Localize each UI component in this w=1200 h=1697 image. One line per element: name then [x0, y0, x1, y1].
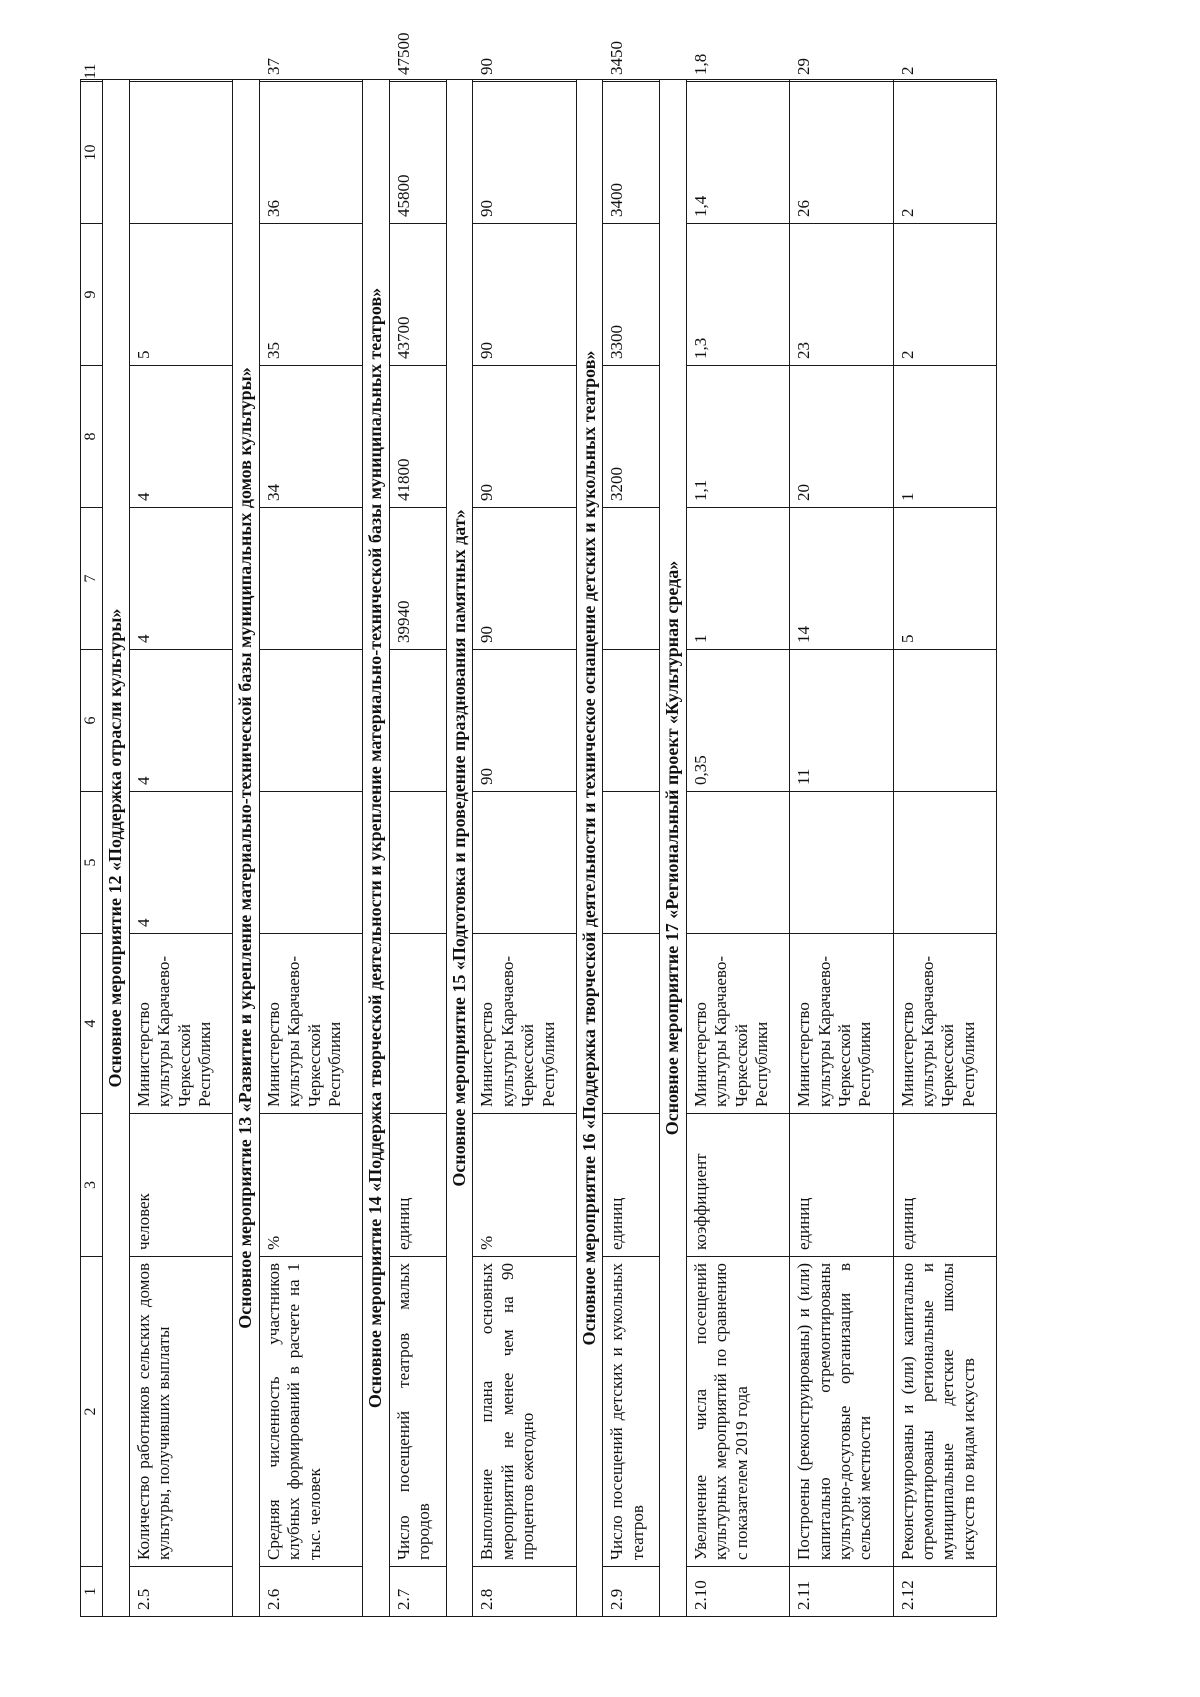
- section-title: Основное мероприятие 15 «Подготовка и проведение празднования памятных дат»: [446, 80, 473, 1617]
- value-col-7: 4: [130, 508, 233, 650]
- section-row: [233, 80, 260, 1617]
- value-col-5: [390, 792, 447, 934]
- unit-of-measure: %: [260, 1114, 363, 1257]
- value-col-9: 1,3: [686, 224, 789, 366]
- section-row: [576, 80, 603, 1617]
- rotated-table-page: [80, 32, 997, 1617]
- table-row: [686, 80, 789, 1617]
- indicator-name: Количество работников сельских домов культуры, получивших выплаты: [130, 1257, 233, 1567]
- section-title: Основное мероприятие 14 «Поддержка творческой деятельности и укрепление материально-технической базы муниципальных театров»: [363, 80, 390, 1617]
- value-col-7: [603, 508, 660, 650]
- header-cell: 10: [81, 82, 103, 224]
- responsible-executor: Министерство культуры Карачаево-Черкесской Республики: [893, 934, 996, 1114]
- value-col-11: 47500: [390, 80, 447, 82]
- table-row: [790, 80, 893, 1617]
- value-col-9: 3300: [603, 224, 660, 366]
- row-number: 2.6: [260, 1567, 363, 1617]
- responsible-executor: Министерство культуры Карачаево-Черкесской Республики: [790, 934, 893, 1114]
- indicator-name: Средняя численность участников клубных формирований в расчете на 1 тыс. человек: [260, 1257, 363, 1567]
- value-col-10: 1,4: [686, 82, 789, 224]
- value-col-9: 43700: [390, 224, 447, 366]
- row-number: 2.10: [686, 1567, 789, 1617]
- row-number: 2.7: [390, 1567, 447, 1617]
- header-cell: 5: [81, 792, 103, 934]
- value-col-11: 1,8: [686, 80, 789, 82]
- value-col-10: 2: [893, 82, 996, 224]
- header-cell: 4: [81, 934, 103, 1114]
- value-col-8: 41800: [390, 366, 447, 508]
- indicator-name: Выполнение плана основных мероприятий не менее чем на 90 процентов ежегодно: [473, 1257, 576, 1567]
- value-col-8: 4: [130, 366, 233, 508]
- row-number: 2.12: [893, 1567, 996, 1617]
- table-row: [473, 80, 576, 1617]
- section-title: Основное мероприятие 13 «Развитие и укрепление материально-технической базы муниципальных домов культуры»: [233, 80, 260, 1617]
- value-col-7: 90: [473, 508, 576, 650]
- value-col-5: [603, 792, 660, 934]
- responsible-executor: [390, 934, 447, 1114]
- value-col-9: 2: [893, 224, 996, 366]
- value-col-8: 1,1: [686, 366, 789, 508]
- value-col-10: 90: [473, 82, 576, 224]
- table-row: [603, 80, 660, 1617]
- section-title: Основное мероприятие 16 «Поддержка творческой деятельности и техническое оснащение детских и кукольных театров»: [576, 80, 603, 1617]
- row-number: 2.8: [473, 1567, 576, 1617]
- responsible-executor: Министерство культуры Карачаево-Черкесской Республики: [686, 934, 789, 1114]
- value-col-6: [260, 650, 363, 792]
- unit-of-measure: %: [473, 1114, 576, 1257]
- responsible-executor: Министерство культуры Карачаево-Черкесской Республики: [260, 934, 363, 1114]
- value-col-8: 3200: [603, 366, 660, 508]
- value-col-11: 90: [473, 80, 576, 82]
- header-cell: 8: [81, 366, 103, 508]
- value-col-11: 3450: [603, 80, 660, 82]
- value-col-9: 23: [790, 224, 893, 366]
- responsible-executor: Министерство культуры Карачаево-Черкесской Республики: [473, 934, 576, 1114]
- header-cell: 2: [81, 1257, 103, 1567]
- table-row: [260, 80, 363, 1617]
- section-row: [363, 80, 390, 1617]
- value-col-7: [260, 508, 363, 650]
- value-col-6: 90: [473, 650, 576, 792]
- value-col-7: 14: [790, 508, 893, 650]
- value-col-11: 2: [893, 80, 996, 82]
- value-col-10: 45800: [390, 82, 447, 224]
- unit-of-measure: единиц: [790, 1114, 893, 1257]
- value-col-7: 1: [686, 508, 789, 650]
- responsible-executor: [603, 934, 660, 1114]
- value-col-9: 90: [473, 224, 576, 366]
- value-col-10: 3400: [603, 82, 660, 224]
- header-cell: 1: [81, 1567, 103, 1617]
- section-row: [446, 80, 473, 1617]
- row-number: 2.9: [603, 1567, 660, 1617]
- section-title: Основное мероприятие 17 «Региональный проект «Культурная среда»: [660, 80, 687, 1617]
- unit-of-measure: единиц: [603, 1114, 660, 1257]
- header-cell: 6: [81, 650, 103, 792]
- value-col-6: [603, 650, 660, 792]
- value-col-6: [893, 650, 996, 792]
- unit-of-measure: человек: [130, 1114, 233, 1257]
- indicator-name: Реконструированы и (или) капитально отремонтированы региональные и муниципальные детские школы искусств по видам искусств: [893, 1257, 996, 1567]
- value-col-11: 37: [260, 80, 363, 82]
- section-title: Основное мероприятие 12 «Поддержка отрасли культуры»: [103, 80, 130, 1617]
- header-cell: 7: [81, 508, 103, 650]
- value-col-5: [260, 792, 363, 934]
- value-col-5: [790, 792, 893, 934]
- value-col-5: [473, 792, 576, 934]
- value-col-6: 0,35: [686, 650, 789, 792]
- unit-of-measure: коэффициент: [686, 1114, 789, 1257]
- indicator-name: Построены (реконструированы) и (или) капитально отремонтированы культурно-досуговые организации в сельской местности: [790, 1257, 893, 1567]
- value-col-7: 39940: [390, 508, 447, 650]
- value-col-8: 34: [260, 366, 363, 508]
- value-col-9: 5: [130, 224, 233, 366]
- value-col-6: 11: [790, 650, 893, 792]
- value-col-11: [130, 80, 233, 82]
- header-cell: 9: [81, 224, 103, 366]
- row-number: 2.11: [790, 1567, 893, 1617]
- responsible-executor: Министерство культуры Карачаево-Черкесской Республики: [130, 934, 233, 1114]
- value-col-8: 1: [893, 366, 996, 508]
- value-col-9: 35: [260, 224, 363, 366]
- table-row: [130, 80, 233, 1617]
- header-row: [81, 80, 103, 1617]
- table-row: [893, 80, 996, 1617]
- section-row: [660, 80, 687, 1617]
- indicator-name: Увеличение числа посещений культурных мероприятий по сравнению с показателем 2019 года: [686, 1257, 789, 1567]
- value-col-5: [686, 792, 789, 934]
- table-row: [390, 80, 447, 1617]
- value-col-10: 36: [260, 82, 363, 224]
- header-cell: 3: [81, 1114, 103, 1257]
- unit-of-measure: единиц: [390, 1114, 447, 1257]
- unit-of-measure: единиц: [893, 1114, 996, 1257]
- indicators-table: [80, 32, 997, 1617]
- value-col-8: 20: [790, 366, 893, 508]
- section-row: [103, 80, 130, 1617]
- value-col-5: [893, 792, 996, 934]
- value-col-7: 5: [893, 508, 996, 650]
- header-cell: 11: [81, 80, 103, 82]
- value-col-8: 90: [473, 366, 576, 508]
- value-col-6: [390, 650, 447, 792]
- indicator-name: Число посещений театров малых городов: [390, 1257, 447, 1567]
- value-col-10: 26: [790, 82, 893, 224]
- value-col-11: 29: [790, 80, 893, 82]
- value-col-6: 4: [130, 650, 233, 792]
- indicator-name: Число посещений детских и кукольных театров: [603, 1257, 660, 1567]
- value-col-10: [130, 82, 233, 224]
- value-col-5: 4: [130, 792, 233, 934]
- row-number: 2.5: [130, 1567, 233, 1617]
